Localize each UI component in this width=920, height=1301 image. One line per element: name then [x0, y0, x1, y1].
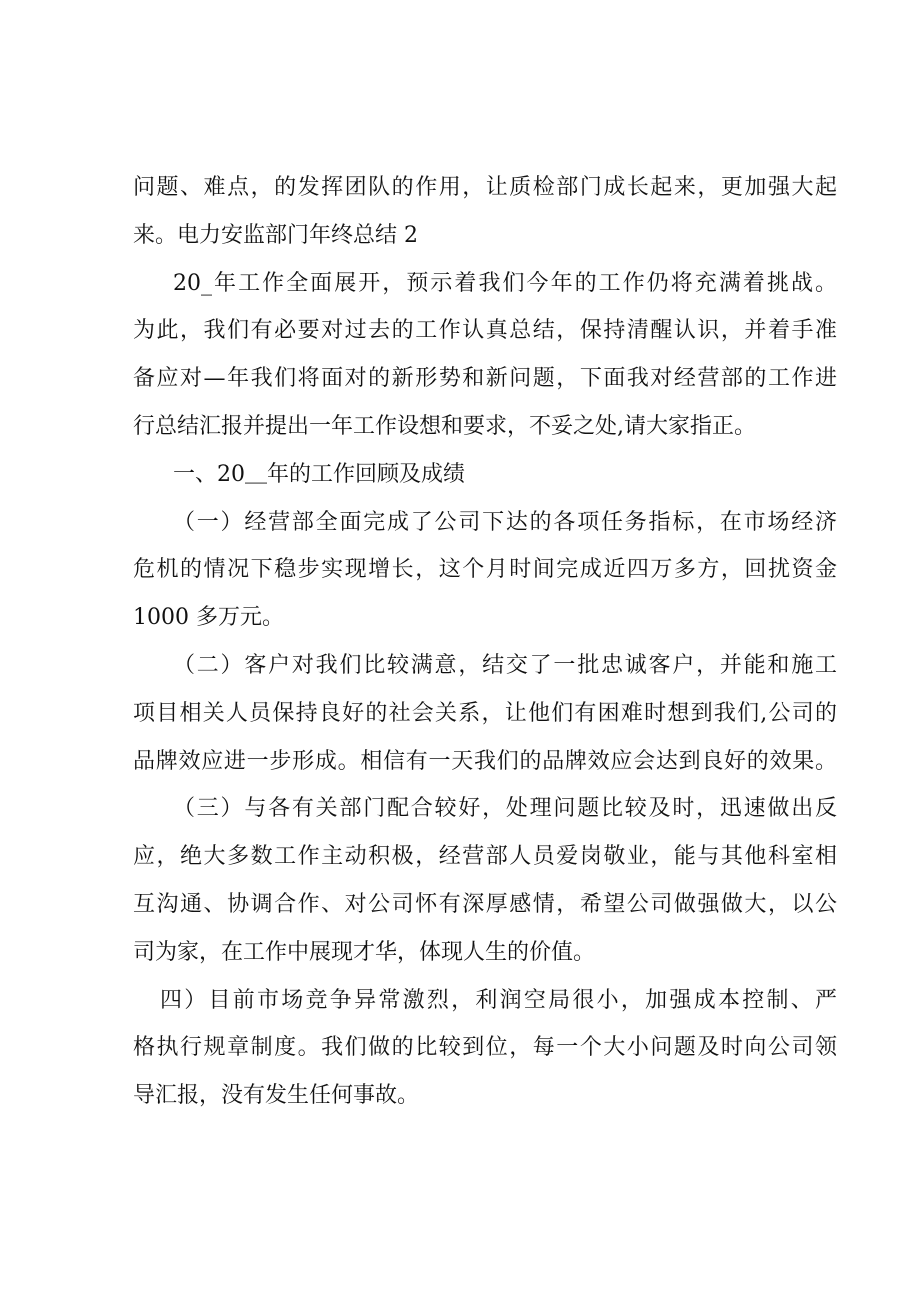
text-line: （一）经营部全面完成了公司下达的各项任务指标，在市场经济 [173, 509, 837, 535]
text-line: 互沟通、协调合作、对公司怀有深厚感情，希望公司做强做大，以公 [133, 892, 837, 917]
text-line: （二）客户对我们比较满意，结交了一批忠诚客户，并能和施工 [173, 653, 837, 678]
text-line: 导汇报，没有发生任何事故。 [133, 1083, 420, 1109]
text-line: 应，绝大多数工作主动积极，经营部人员爱岗敬业，能与其他科室相 [133, 844, 837, 870]
text-line: 一、20＿年的工作回顾及成绩 [173, 461, 465, 487]
text-line: 备应对—年我们将面对的新形势和新问题，下面我对经营部的工作进 [133, 366, 837, 392]
text-line: （三）与各有关部门配合较好，处理问题比较及时，迅速做出反 [173, 796, 837, 822]
text-line: 20_年工作全面展开，预示着我们今年的工作仍将充满着挑战。 [173, 270, 837, 296]
text-line: 项目相关人员保持良好的社会关系，让他们有困难时想到我们,公司的 [133, 700, 837, 726]
text-line: 司为家，在工作中展现才华，体现人生的价值。 [133, 939, 596, 965]
text-line: 格执行规章制度。我们做的比较到位，每一个大小问题及时向公司领 [133, 1035, 837, 1061]
text-line: 危机的情况下稳步实现增长，这个月时间完成近四万多方，回扰资金 [133, 557, 837, 583]
text-line: 行总结汇报并提出一年工作设想和要求，不妥之处,请大家指正。 [133, 414, 756, 439]
text-line: 问题、难点，的发挥团队的作用，让质检部门成长起来，更加强大起 [133, 175, 837, 200]
text-line: 四）目前市场竞争异常激烈，利润空局很小，加强成本控制、严 [160, 987, 837, 1013]
text-line: 来。电力安监部门年终总结 2 [133, 222, 418, 248]
text-line: 品牌效应进一步形成。相信有一天我们的品牌效应会达到良好的效果。 [133, 748, 837, 774]
text-line: 1000 多万元。 [133, 605, 284, 631]
text-line: 为此，我们有必要对过去的工作认真总结，保持清醒认识，并着手准 [133, 318, 837, 344]
